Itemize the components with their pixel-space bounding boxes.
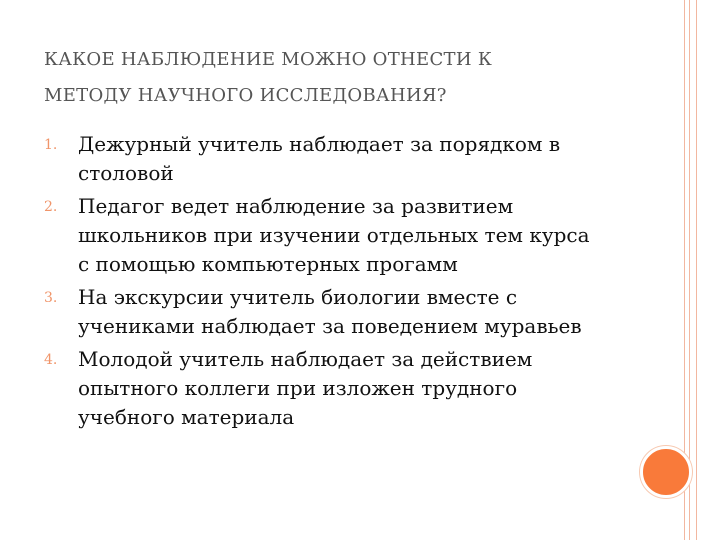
list-item-text: На экскурсии учитель биологии вместе с учениками наблюдает за поведением муравьев (78, 285, 582, 338)
list-item-number: 3. (44, 290, 58, 306)
list-item-number: 4. (44, 352, 58, 368)
slide-title-line-2: МЕТОДУ НАУЧНОГО ИССЛЕДОВАНИЯ? (44, 85, 447, 106)
list-item (44, 283, 604, 341)
slide-title-line-1: КАКОЕ НАБЛЮДЕНИЕ МОЖНО ОТНЕСТИ К (44, 49, 493, 70)
list-item-text: Педагог ведет наблюдение за развитием школьников при изучении отдельных тем курса с помощью компьютерных прогамм (78, 194, 590, 276)
list-item-number: 2. (44, 199, 58, 215)
list-item (44, 130, 604, 188)
question-options-list (44, 130, 604, 436)
decorative-border-line (689, 0, 690, 540)
list-item (44, 345, 604, 432)
list-item-text: Дежурный учитель наблюдает за порядком в столовой (78, 132, 561, 185)
decorative-orange-circle (640, 446, 692, 498)
list-item-text: Молодой учитель наблюдает за действием опытного коллеги при изложен трудного учебного материала (78, 347, 533, 429)
decorative-border-line (696, 0, 697, 540)
list-item (44, 192, 604, 279)
list-item-number: 1. (44, 137, 58, 153)
slide-title (44, 42, 644, 114)
